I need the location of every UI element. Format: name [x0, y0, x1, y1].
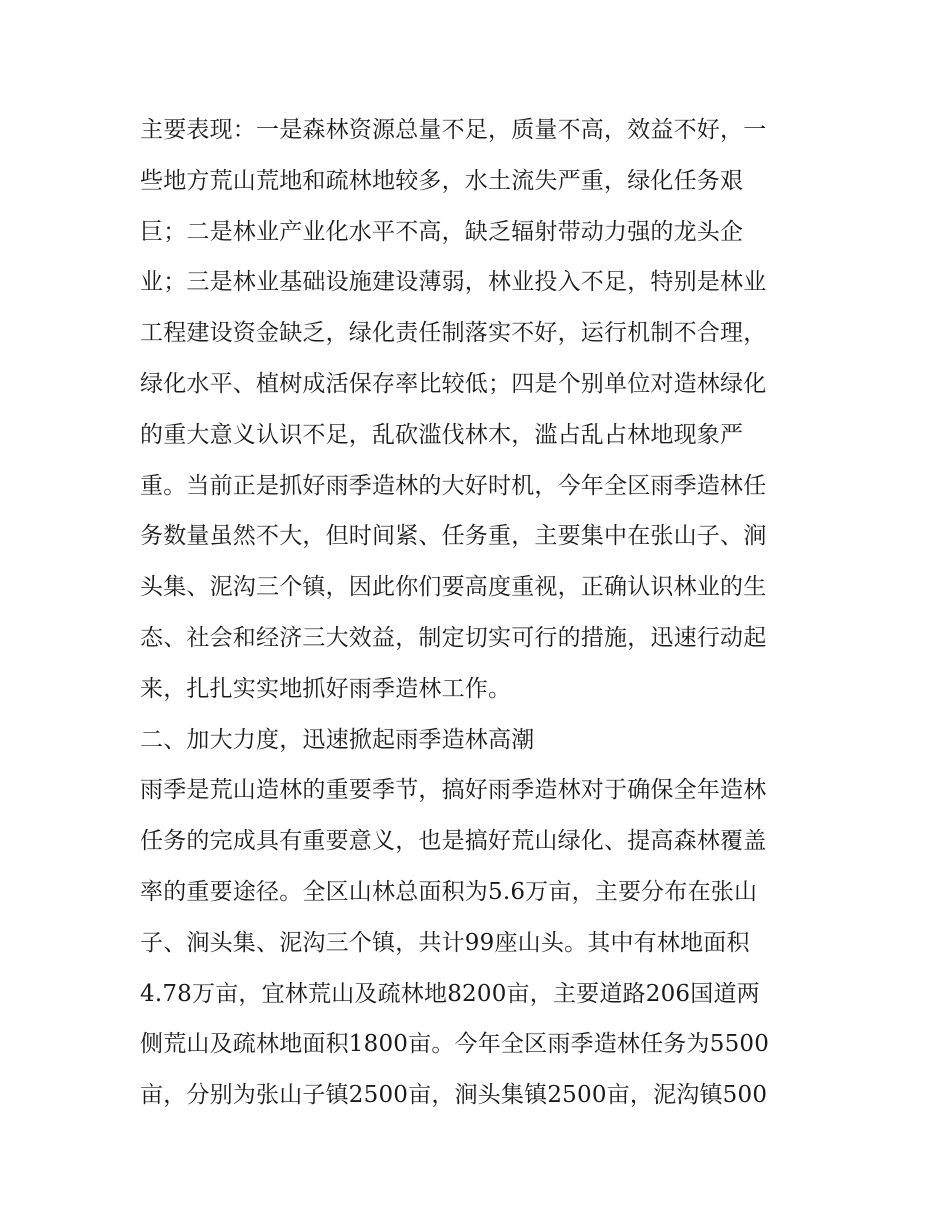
paragraph-line: 主要表现：一是森林资源总量不足，质量不高，效益不好，一 [140, 117, 767, 143]
paragraph-line: 头集、泥沟三个镇，因此你们要高度重视，正确认识林业的生 [140, 574, 767, 601]
paragraph-line: 侧荒山及疏林地面积1800亩。今年全区雨季造林任务为5500 [140, 1031, 770, 1058]
paragraph-line: 亩，分别为张山子镇2500亩，涧头集镇2500亩，泥沟镇500 [140, 1082, 768, 1109]
paragraph-line: 巨；二是林业产业化水平不高，缺乏辐射带动力强的龙头企 [140, 218, 744, 245]
paragraph-line: 些地方荒山荒地和疏林地较多，水土流失严重，绿化任务艰 [140, 167, 744, 194]
paragraph-line: 重。当前正是抓好雨季造林的大好时机，今年全区雨季造林任 [140, 472, 767, 499]
paragraph-line: 雨季是荒山造林的重要季节，搞好雨季造林对于确保全年造林 [140, 777, 767, 804]
paragraph-line: 率的重要途径。全区山林总面积为5.6万亩，主要分布在张山 [140, 878, 758, 905]
paragraph-line: 子、涧头集、泥沟三个镇，共计99座山头。其中有林地面积 [140, 929, 750, 956]
paragraph-line: 工程建设资金缺乏，绿化责任制落实不好，运行机制不合理， [140, 320, 767, 347]
paragraph-line: 的重大意义认识不足，乱砍滥伐林木，滥占乱占林地现象严 [140, 421, 744, 448]
section-heading: 二、加大力度，迅速掀起雨季造林高潮 [140, 726, 535, 753]
paragraph-line: 4.78万亩，宜林荒山及疏林地8200亩，主要道路206国道两 [140, 980, 760, 1007]
paragraph-line: 任务的完成具有重要意义，也是搞好荒山绿化、提高森林覆盖 [140, 828, 767, 855]
document-body [140, 105, 820, 1121]
paragraph-line: 绿化水平、植树成活保存率比较低；四是个别单位对造林绿化 [140, 370, 767, 397]
paragraph-line: 态、社会和经济三大效益，制定切实可行的措施，迅速行动起 [140, 624, 767, 651]
paragraph-line: 来，扎扎实实地抓好雨季造林工作。 [140, 675, 512, 702]
paragraph-line: 业；三是林业基础设施建设薄弱，林业投入不足，特别是林业 [140, 269, 767, 296]
paragraph-line: 务数量虽然不大，但时间紧、任务重，主要集中在张山子、涧 [140, 523, 767, 550]
